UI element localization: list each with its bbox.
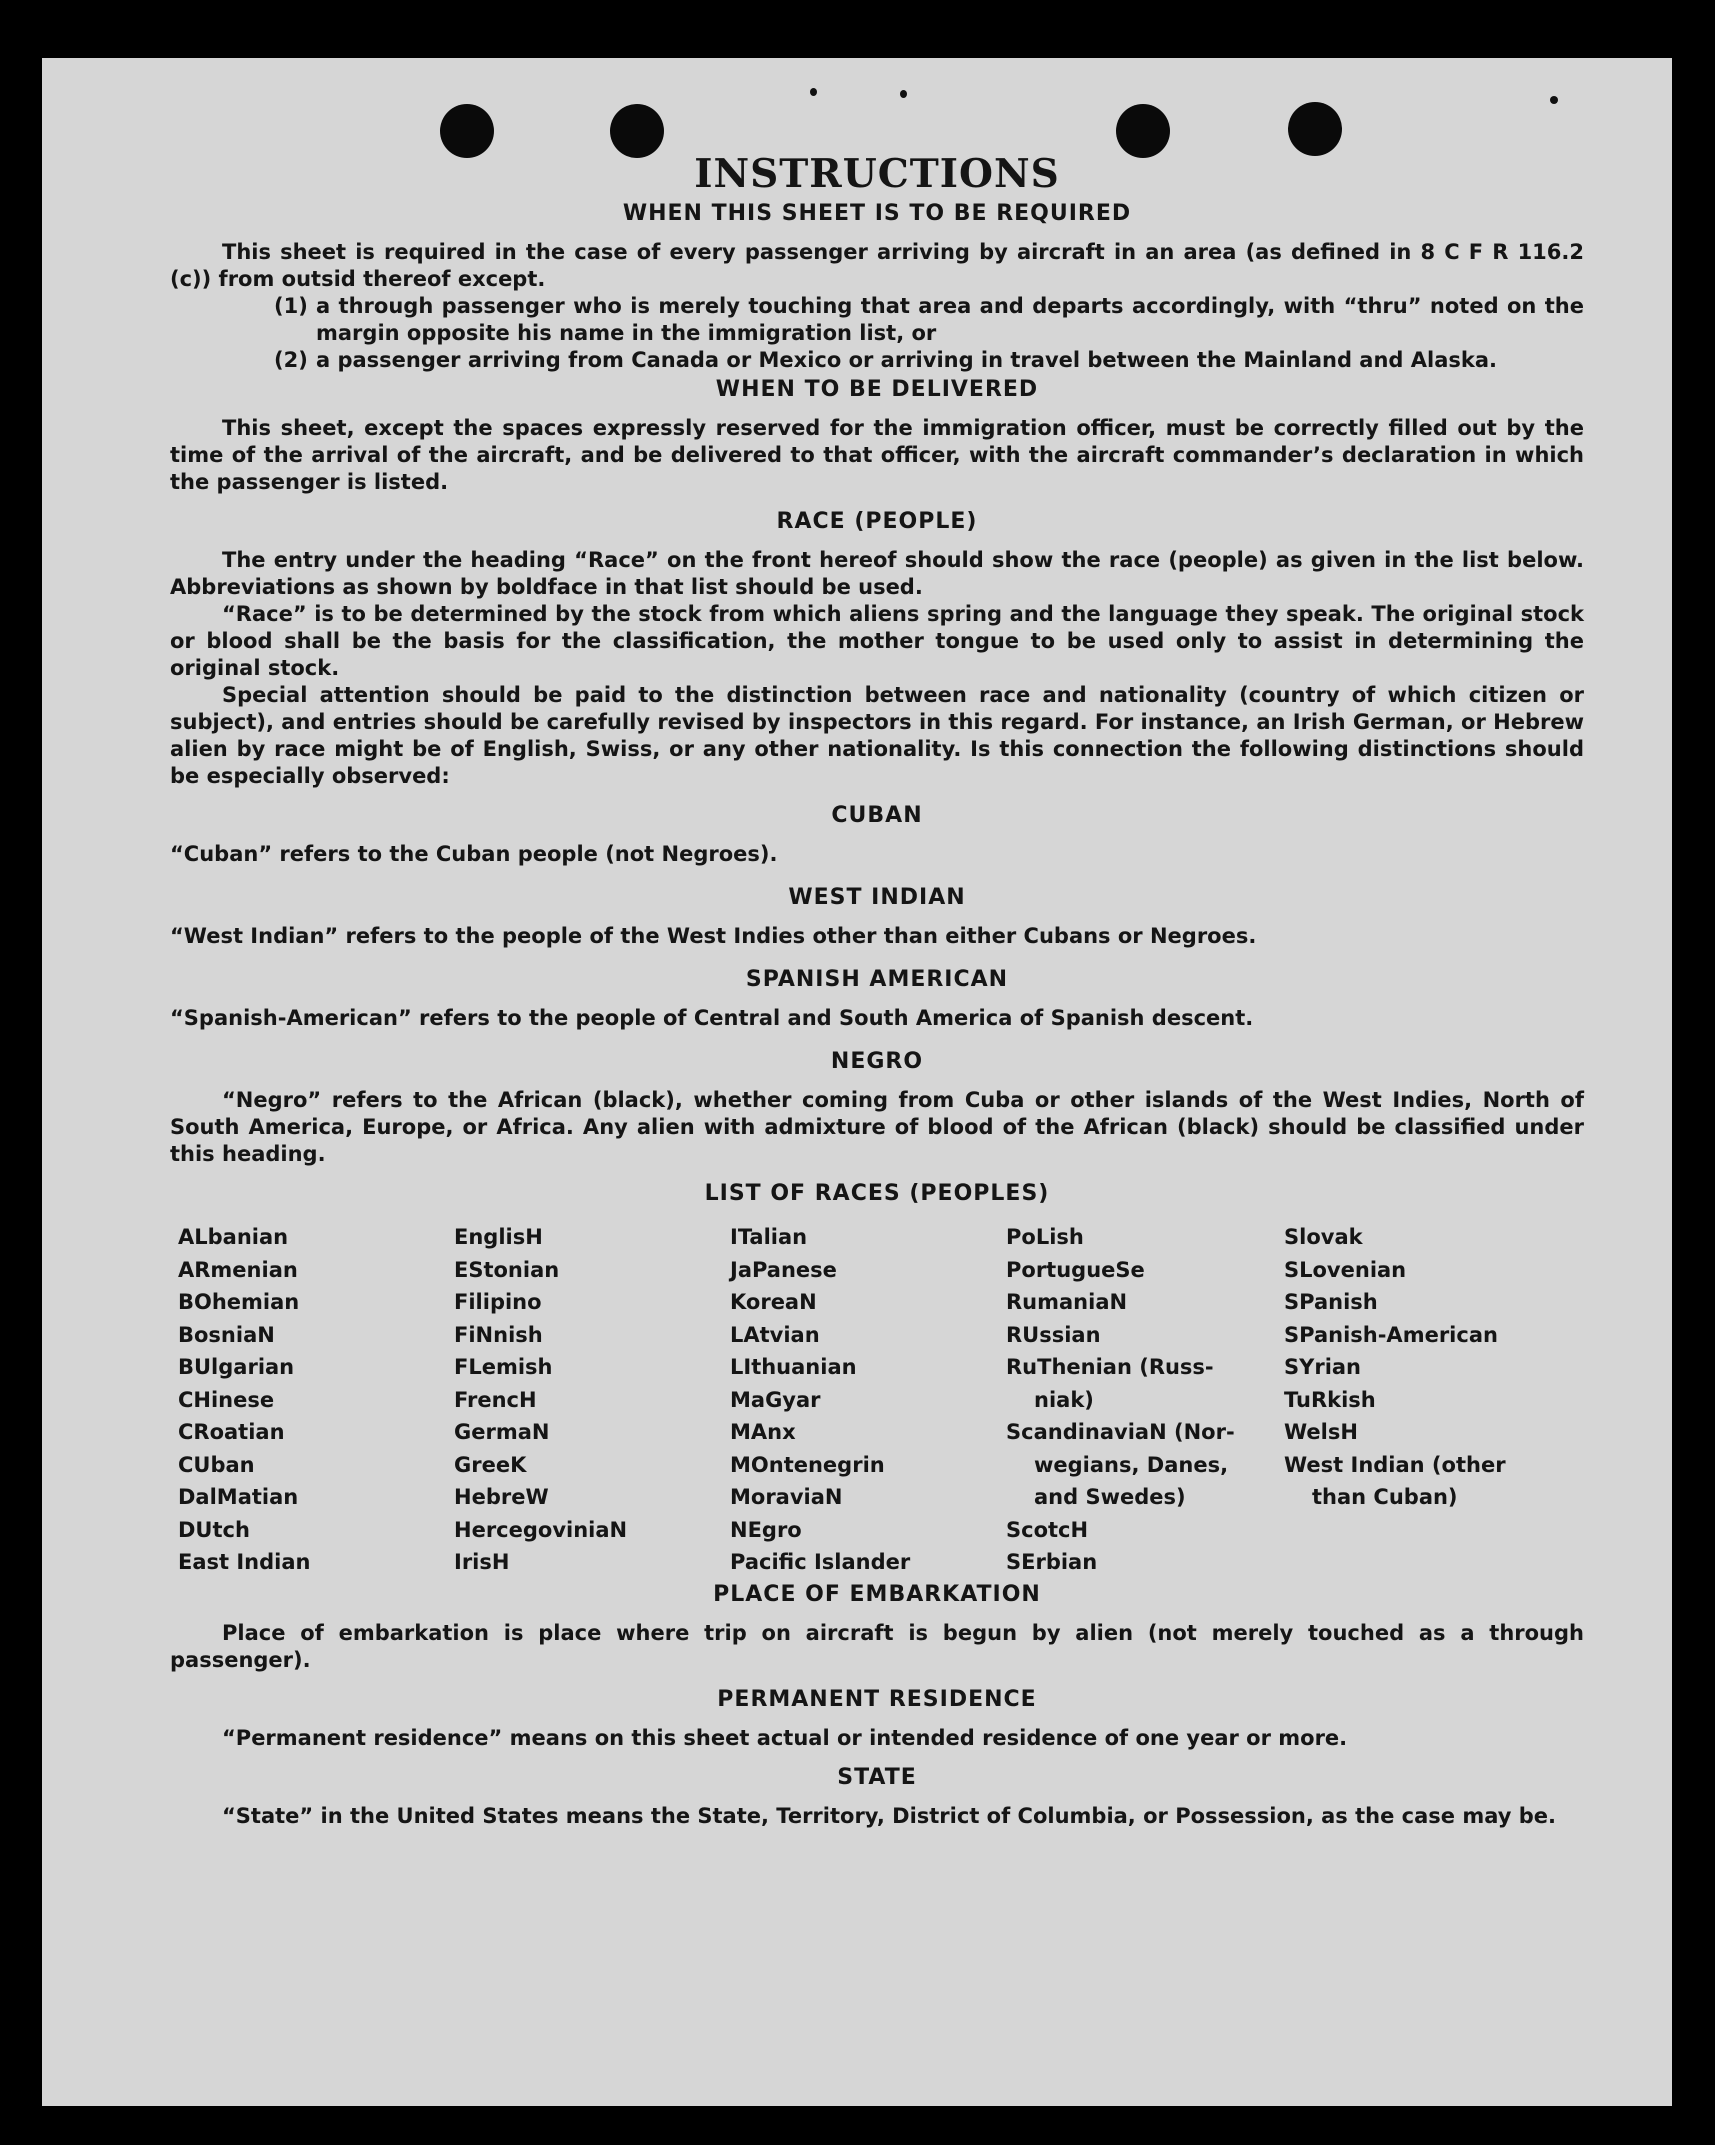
race-entry: JaPanese (730, 1257, 837, 1282)
race-entry: CHinese (178, 1387, 275, 1412)
race-entry: East Indian (178, 1550, 311, 1574)
race-column (1006, 1221, 1284, 1579)
race-entry: CUban (178, 1452, 255, 1477)
race-entry: TuRkish (1284, 1387, 1376, 1412)
race-entry: RUssian (1006, 1322, 1101, 1347)
race-entry-continuation: and Swedes) (1034, 1485, 1186, 1509)
race-entry: RumaniaN (1006, 1290, 1128, 1314)
paragraph-race-2: “Race” is to be determined by the stock from which aliens spring and the language they speak. The original stock or blood shall be the basis for the classification, the mother tongue to be used only to assist in determining the original stock. (170, 602, 1584, 680)
race-entry: PortugueSe (1006, 1257, 1145, 1282)
race-column (730, 1221, 1006, 1579)
race-entry: CRoatian (178, 1420, 285, 1444)
section-heading-when-required: WHEN THIS SHEET IS TO BE REQUIRED (622, 201, 1132, 226)
paragraph-race-3: Special attention should be paid to the distinction between race and nationality (country of which citizen or subject), and entries should be carefully revised by inspectors in this regard. For instance, an Irish German, or Hebrew alien by race might be of English, Swiss, or any other nationality. Is this connection the following distinctions should be especially observed: (170, 683, 1584, 788)
race-entry: EStonian (454, 1257, 560, 1282)
race-entry: SYrian (1284, 1355, 1362, 1379)
paragraph-when-required: This sheet is required in the case of every passenger arriving by aircraft in an area (as defined in 8 C F R 116.2 (c)) from outsid thereof except. (170, 240, 1584, 291)
exception-text: a passenger arriving from Canada or Mexico or arriving in travel between the Mainland and Alaska. (316, 348, 1497, 372)
race-entry: SPanish (1284, 1290, 1378, 1314)
race-entry: Slovak (1284, 1225, 1363, 1249)
race-entry: FrencH (454, 1387, 537, 1412)
race-entry-continuation: wegians, Danes, (1034, 1452, 1229, 1477)
race-entry: DUtch (178, 1517, 250, 1542)
race-list (178, 1221, 1584, 1579)
instructions-content (170, 150, 1584, 1830)
ink-speck (810, 88, 817, 96)
race-column (1284, 1221, 1554, 1579)
race-entry: MoraviaN (730, 1485, 843, 1509)
race-entry: West Indian (other (1284, 1452, 1506, 1477)
punch-hole (1288, 102, 1342, 156)
race-entry: ARmenian (178, 1257, 298, 1282)
race-entry: WelsH (1284, 1420, 1358, 1444)
ink-speck (1550, 96, 1558, 104)
section-heading-west-indian: WEST INDIAN (788, 885, 966, 910)
race-entry: SPanish-American (1284, 1322, 1498, 1347)
race-entry-continuation: than Cuban) (1312, 1485, 1458, 1509)
race-entry: HercegoviniaN (454, 1517, 628, 1542)
exception-item (170, 347, 1584, 374)
race-entry: ScotcH (1006, 1517, 1089, 1542)
race-entry: LAtvian (730, 1322, 820, 1347)
race-entry: DalMatian (178, 1485, 299, 1509)
race-entry: GreeK (454, 1452, 527, 1477)
page-title: INSTRUCTIONS (694, 151, 1060, 197)
race-entry: MaGyar (730, 1387, 821, 1412)
race-entry: BosniaN (178, 1322, 275, 1347)
paragraph-when-delivered: This sheet, except the spaces expressly reserved for the immigration officer, must be correctly filled out by the time of the arrival of the aircraft, and be delivered to that officer, with the aircraft commander’s declaration in which the passenger is listed. (170, 416, 1584, 494)
paragraph-race-1: The entry under the heading “Race” on the front hereof should show the race (people) as given in the list below. Abbreviations as shown by boldface in that list should be used. (170, 548, 1584, 599)
race-entry: MOntenegrin (730, 1452, 885, 1477)
race-entry: FiNnish (454, 1322, 543, 1347)
race-entry: MAnx (730, 1420, 796, 1444)
paragraph-state: “State” in the United States means the State, Territory, District of Columbia, or Possession, as the case may be. (222, 1803, 1556, 1828)
paragraph-cuban: “Cuban” refers to the Cuban people (not Negroes). (170, 842, 778, 866)
race-entry: Pacific Islander (730, 1550, 911, 1574)
race-entry: KoreaN (730, 1290, 817, 1314)
race-entry: SLovenian (1284, 1257, 1407, 1282)
exception-text: a through passenger who is merely touching that area and departs accordingly, with “thru” noted on the margin opposite his name in the immigration list, or (316, 294, 1584, 345)
race-entry: HebreW (454, 1485, 549, 1509)
paragraph-residence: “Permanent residence” means on this sheet actual or intended residence of one year or more. (222, 1725, 1348, 1750)
race-entry: BOhemian (178, 1290, 300, 1314)
exception-number: (1) (274, 294, 308, 318)
race-column (454, 1221, 730, 1579)
paragraph-west-indian: “West Indian” refers to the people of the West Indies other than either Cubans or Negroes. (170, 924, 1257, 948)
ink-speck (900, 90, 907, 98)
race-entry: ITalian (730, 1225, 808, 1249)
paragraph-spanish-american: “Spanish-American” refers to the people of Central and South America of Spanish descent. (170, 1006, 1254, 1030)
race-entry: ScandinaviaN (Nor- (1006, 1420, 1235, 1444)
race-entry: SErbian (1006, 1550, 1098, 1574)
race-entry: EnglisH (454, 1225, 543, 1249)
exception-number: (2) (274, 348, 308, 372)
race-entry: PoLish (1006, 1225, 1084, 1249)
race-entry: BUlgarian (178, 1355, 295, 1379)
race-entry: LIthuanian (730, 1355, 857, 1379)
race-entry: GermaN (454, 1420, 550, 1444)
race-entry: FLemish (454, 1355, 553, 1379)
section-heading-spanish-american: SPANISH AMERICAN (745, 967, 1009, 992)
exception-item (170, 293, 1584, 347)
section-heading-negro: NEGRO (830, 1049, 924, 1074)
race-entry: NEgro (730, 1517, 802, 1542)
section-heading-residence: PERMANENT RESIDENCE (717, 1686, 1037, 1712)
race-entry-continuation: niak) (1034, 1387, 1094, 1412)
race-entry: Filipino (454, 1290, 542, 1314)
section-heading-embarkation: PLACE OF EMBARKATION (713, 1581, 1041, 1607)
section-heading-when-delivered: WHEN TO BE DELIVERED (715, 377, 1039, 402)
paragraph-embarkation: Place of embarkation is place where trip on aircraft is begun by alien (not merely touched as a through passenger). (170, 1620, 1584, 1672)
section-heading-state: STATE (837, 1764, 917, 1790)
paragraph-negro: “Negro” refers to the African (black), whether coming from Cuba or other islands of the West Indies, North of South America, Europe, or Africa. Any alien with admixture of blood of the African (black) should be classified under this heading. (170, 1088, 1584, 1166)
section-heading-list-of-races: LIST OF RACES (PEOPLES) (704, 1181, 1050, 1206)
section-heading-cuban: CUBAN (831, 803, 923, 828)
document-page (42, 58, 1672, 2106)
race-entry: RuThenian (Russ- (1006, 1355, 1214, 1379)
race-column (178, 1221, 454, 1579)
race-entry: ALbanian (178, 1225, 289, 1249)
race-entry: IrisH (454, 1550, 510, 1574)
section-heading-race: RACE (PEOPLE) (776, 509, 978, 534)
